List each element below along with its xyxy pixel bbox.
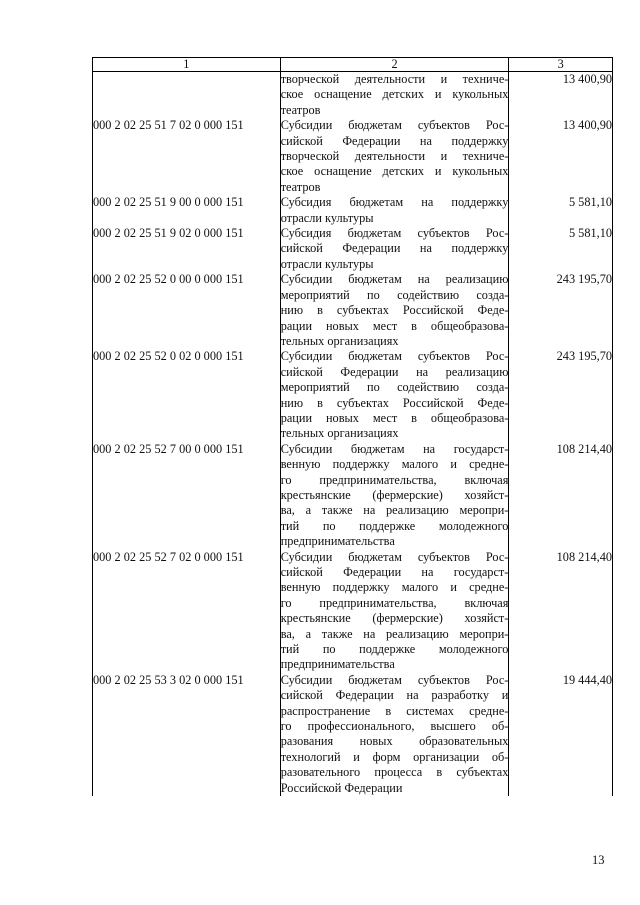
- description-line: ва, а также на реализацию меропри-: [280, 503, 509, 518]
- table-row: [93, 349, 613, 441]
- description-line: разовательного процесса в субъектах: [280, 765, 509, 780]
- description-line: Субсидии бюджетам на реализацию: [280, 272, 509, 287]
- description-line: нию в субъектах Российской Феде-: [280, 395, 509, 410]
- budget-code: 000 2 02 25 52 7 00 0 000 151: [93, 442, 281, 550]
- description-line: предпринимательства: [280, 657, 395, 672]
- budget-code: 000 2 02 25 51 7 02 0 000 151: [93, 118, 281, 195]
- amount-value: 108 214,40: [509, 550, 613, 673]
- description-line: сийской Федерации на поддержку: [280, 133, 509, 148]
- item-description: [280, 272, 509, 349]
- description-line: рации новых мест в общеобразова-: [280, 318, 509, 333]
- table-row: [93, 272, 613, 349]
- description-line: Субсидии бюджетам субъектов Рос-: [280, 349, 509, 364]
- amount-value: 243 195,70: [509, 272, 613, 349]
- table-row: [93, 118, 613, 195]
- description-line: творческой деятельности и техниче-: [280, 72, 509, 86]
- table-row: [93, 226, 613, 272]
- table-row: [93, 673, 613, 796]
- budget-code: 000 2 02 25 53 3 02 0 000 151: [93, 673, 281, 796]
- description-line: го предпринимательства, включая: [280, 472, 509, 487]
- description-line: крестьянские (фермерские) хозяйст-: [280, 487, 509, 502]
- amount-value: 5 581,10: [509, 195, 613, 226]
- table-row: [93, 550, 613, 673]
- description-line: технологий и форм организации об-: [280, 749, 509, 764]
- item-description: [280, 550, 509, 673]
- column-header-3: 3: [509, 58, 613, 72]
- description-line: венную поддержку малого и средне-: [280, 457, 509, 472]
- description-line: ское оснащение детских и кукольных: [280, 87, 509, 102]
- amount-value: 19 444,40: [509, 673, 613, 796]
- amount-value: 13 400,90: [509, 118, 613, 195]
- item-description: [280, 442, 509, 550]
- description-line: сийской Федерации на государст-: [280, 565, 509, 579]
- description-line: разования новых образовательных: [280, 734, 509, 749]
- description-line: тий по поддержке молодежного: [280, 642, 509, 657]
- description-line: распространение в системах средне-: [280, 703, 509, 718]
- description-line: театров: [280, 102, 321, 117]
- description-line: сийской Федерации на реализацию: [280, 364, 509, 379]
- table-row: [93, 195, 613, 226]
- description-line: рации новых мест в общеобразова-: [280, 410, 509, 425]
- amount-value: 108 214,40: [509, 442, 613, 550]
- description-line: предпринимательства: [280, 534, 395, 549]
- item-description: [280, 349, 509, 441]
- description-line: ское оснащение детских и кукольных: [280, 164, 509, 179]
- description-line: тий по поддержке молодежного: [280, 518, 509, 533]
- item-description: [280, 118, 509, 195]
- description-line: Субсидии бюджетам субъектов Рос-: [280, 672, 509, 687]
- item-description: [280, 195, 509, 226]
- description-line: Субсидия бюджетам субъектов Рос-: [280, 226, 509, 241]
- description-line: го профессионального, высшего об-: [280, 719, 509, 734]
- description-line: нию в субъектах Российской Феде-: [280, 303, 509, 318]
- budget-code: 000 2 02 25 52 0 02 0 000 151: [93, 349, 281, 441]
- table-header-row: [93, 58, 613, 72]
- description-line: отрасли культуры: [280, 256, 374, 271]
- item-description: [280, 72, 509, 119]
- description-line: го предпринимательства, включая: [280, 595, 509, 610]
- budget-code: 000 2 02 25 52 0 00 0 000 151: [93, 272, 281, 349]
- description-line: театров: [280, 179, 321, 194]
- column-header-2: 2: [280, 58, 509, 72]
- budget-table: [92, 57, 613, 796]
- budget-code: [93, 72, 281, 119]
- amount-value: 13 400,90: [509, 72, 613, 119]
- item-description: [280, 226, 509, 272]
- column-header-1: 1: [93, 58, 281, 72]
- table-body: [93, 72, 613, 797]
- budget-code: 000 2 02 25 52 7 02 0 000 151: [93, 550, 281, 673]
- table-row: [93, 72, 613, 119]
- page-number: 13: [592, 853, 605, 867]
- description-line: ва, а также на реализацию меропри-: [280, 626, 509, 641]
- description-line: тельных организациях: [280, 333, 399, 348]
- amount-value: 243 195,70: [509, 349, 613, 441]
- description-line: сийской Федерации на разработку и: [280, 688, 509, 703]
- description-line: крестьянские (фермерские) хозяйст-: [280, 611, 509, 626]
- description-line: тельных организациях: [280, 426, 399, 441]
- amount-value: 5 581,10: [509, 226, 613, 272]
- description-line: Российской Федерации: [280, 780, 403, 795]
- item-description: [280, 673, 509, 796]
- description-line: сийской Федерации на поддержку: [280, 241, 509, 256]
- description-line: Субсидия бюджетам на поддержку: [280, 195, 509, 210]
- description-line: творческой деятельности и техниче-: [280, 149, 509, 164]
- budget-code: 000 2 02 25 51 9 02 0 000 151: [93, 226, 281, 272]
- description-line: мероприятий по содействию созда-: [280, 380, 509, 395]
- budget-code: 000 2 02 25 51 9 00 0 000 151: [93, 195, 281, 226]
- description-line: венную поддержку малого и средне-: [280, 580, 509, 595]
- description-line: Субсидии бюджетам субъектов Рос-: [280, 549, 509, 564]
- description-line: отрасли культуры: [280, 210, 374, 225]
- description-line: Субсидии бюджетам субъектов Рос-: [280, 118, 509, 133]
- table-row: [93, 442, 613, 550]
- description-line: Субсидии бюджетам на государст-: [280, 441, 509, 456]
- description-line: мероприятий по содействию созда-: [280, 287, 509, 302]
